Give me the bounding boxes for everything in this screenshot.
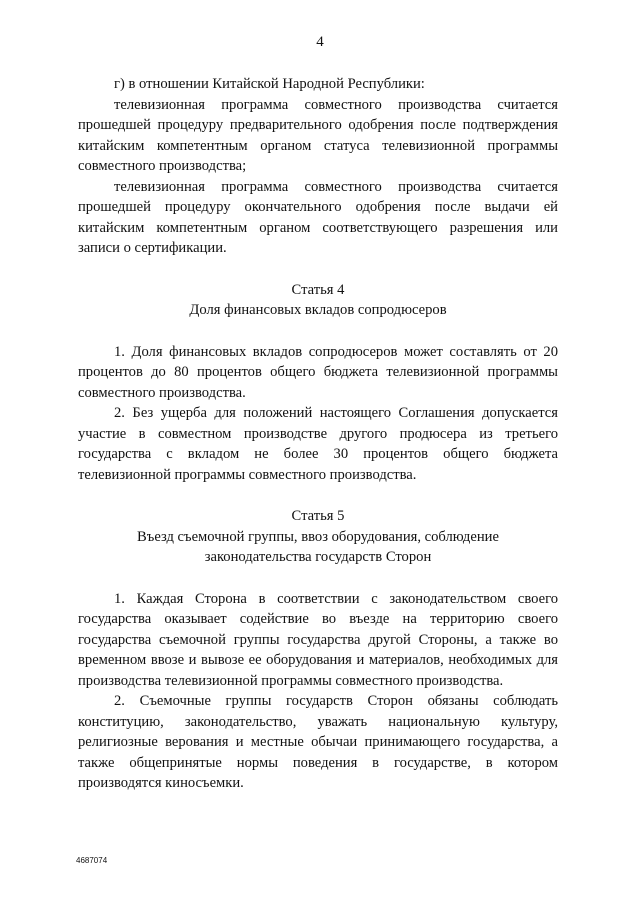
paragraph: 2. Съемочные группы государств Сторон обязаны соблюдать конституцию, законодательство, уважать национальную культуру, религиозные верования и местные обычаи принимающего государства, а также общепринятые нормы поведения в государстве, в котором производятся киносъемки. bbox=[78, 693, 558, 791]
paragraph: 1. Каждая Сторона в соответствии с законодательством своего государства оказывает содействие во въезде на территорию своего государства съемочной группы государства другой Стороны, а также во временном ввозе и вывозе ее оборудования и материалов, необходимых для производства телевизионной программы совместного производства. bbox=[78, 590, 558, 689]
article-5-number: Статья 5 bbox=[291, 508, 345, 524]
paragraph: г) в отношении Китайской Народной Республики: bbox=[114, 76, 425, 92]
article-4-number: Статья 4 bbox=[291, 281, 345, 298]
paragraph: 2. Без ущерба для положений настоящего Соглашения допускается участие в совместном производстве другого продюсера из третьего государства с вкладом не более 30 процентов общего бюджета телевизионной программы совместного производства. bbox=[78, 405, 558, 483]
paragraph: телевизионная программа совместного производства считается прошедшей процедуру окончательного одобрения после выдачи ей китайским компетентным органом соответствующего разрешения или записи о сертификации. bbox=[78, 178, 558, 256]
article-4-title: Доля финансовых вкладов сопродюсеров bbox=[189, 302, 447, 318]
document-id: 4687074 bbox=[76, 856, 108, 865]
page-number: 4 bbox=[316, 34, 324, 50]
article-5-title-line1: Въезд съемочной группы, ввоз оборудования, соблюдение bbox=[137, 528, 499, 545]
paragraph: телевизионная программа совместного производства считается прошедшей процедуру предварительного одобрения после подтверждения китайским компетентным органом статуса телевизионной программы совместного производства; bbox=[78, 96, 558, 174]
document-body bbox=[78, 74, 558, 794]
article-5-title-line2: законодательства государств Сторон bbox=[204, 549, 432, 565]
paragraph: 1. Доля финансовых вкладов сопродюсеров может составлять от 20 процентов до 80 процентов общего бюджета телевизионной программы совместного производства. bbox=[78, 343, 558, 401]
